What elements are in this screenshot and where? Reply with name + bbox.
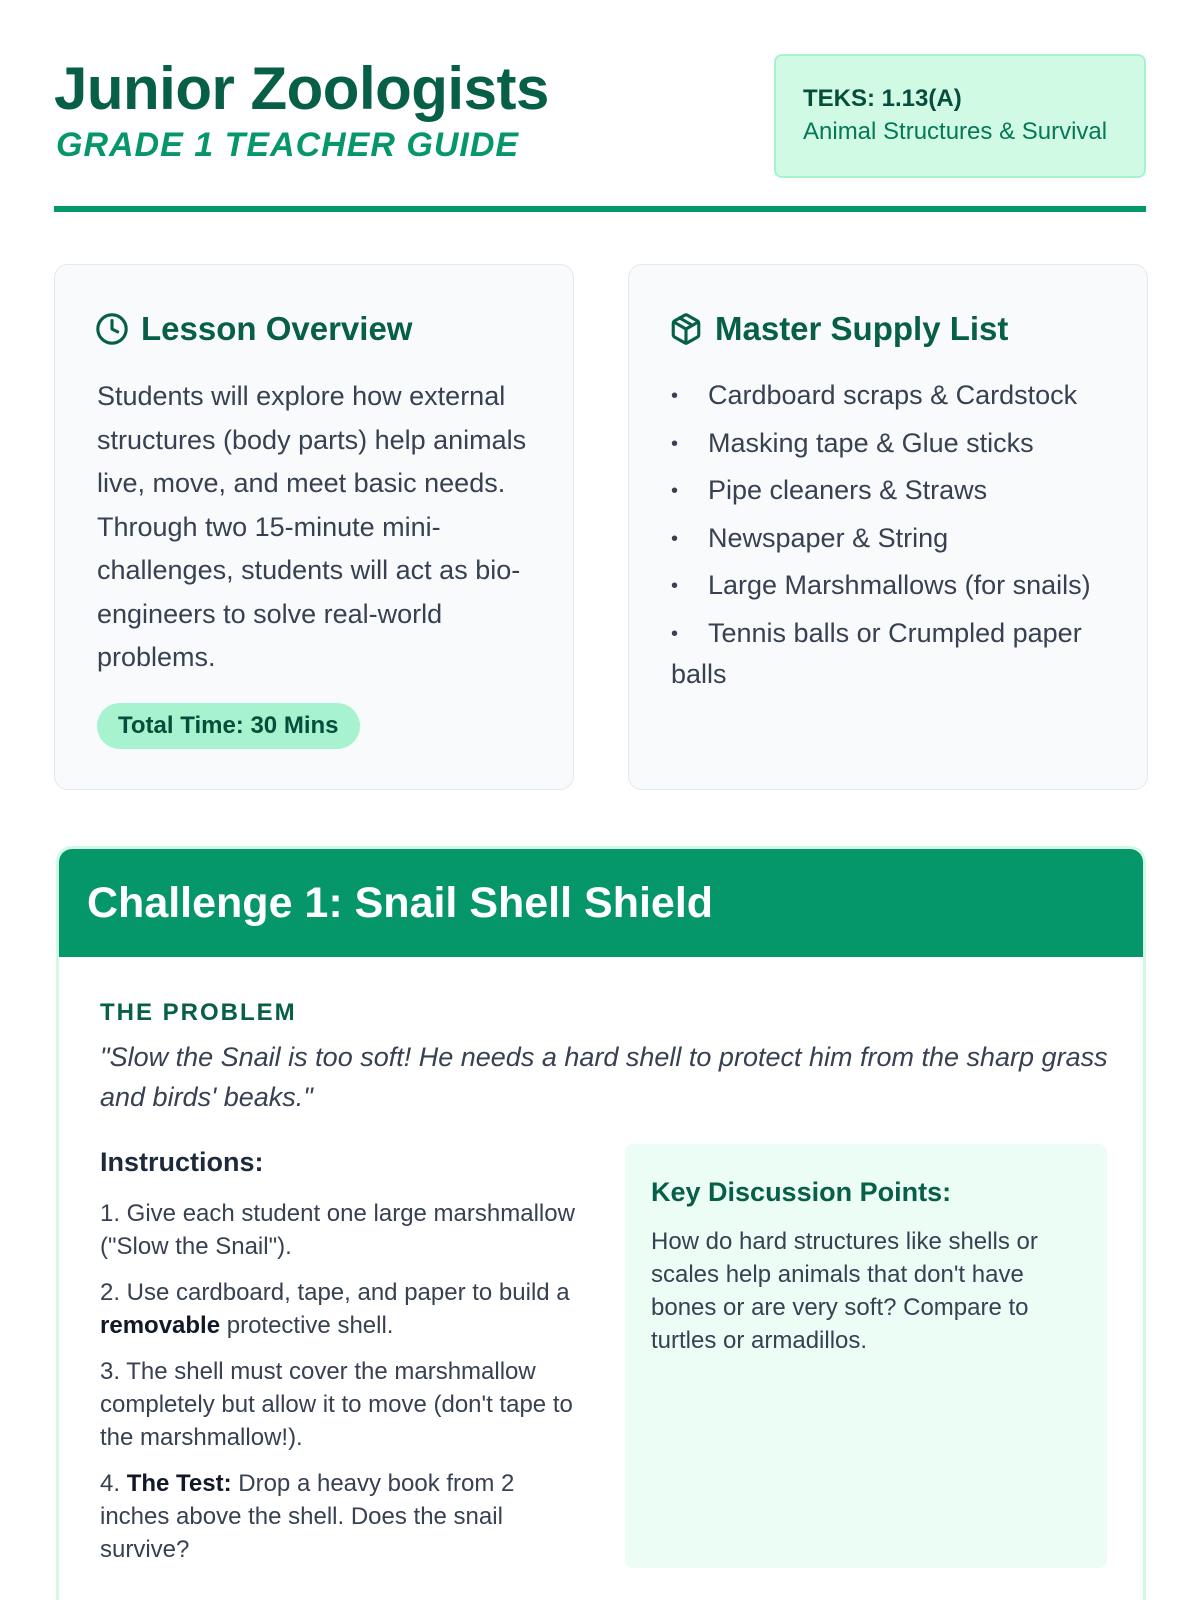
total-time-badge: Total Time: 30 Mins: [97, 703, 360, 749]
teks-description: Animal Structures & Survival: [803, 118, 1108, 145]
supply-list-title: Master Supply List: [715, 310, 1009, 347]
challenge-title: Challenge 1: Snail Shell Shield: [87, 879, 714, 927]
supply-list-header: [669, 307, 1008, 351]
discussion-box: [625, 1144, 1107, 1568]
lesson-overview-header: [95, 307, 412, 351]
instruction-step-4: 4. The Test: Drop a heavy book from 2 inches above the shell. Does the snail survive?: [100, 1470, 515, 1563]
page-title: Junior Zoologists: [54, 55, 549, 122]
supply-item: • Large Marshmallows (for snails): [671, 570, 1091, 600]
challenge-header: [59, 849, 1143, 957]
supply-item: • Newspaper & String: [671, 522, 949, 553]
page-subtitle: GRADE 1 TEACHER GUIDE: [56, 126, 520, 164]
lesson-overview-text: Students will explore how external structures (body parts) help animals live, move, and meet basic needs. Through two 15-minute mini-challenges, students will act as bio-engineers to solve real-world problems.: [97, 381, 527, 672]
challenge-1-section: [56, 846, 1146, 1600]
clock-icon: [95, 312, 129, 346]
teks-code: TEKS: 1.13(A): [803, 85, 962, 112]
supply-list: [671, 375, 1121, 700]
supply-item: • Tennis balls or Crumpled paper balls: [671, 617, 1082, 689]
page-header: [54, 54, 1146, 212]
discussion-title: Key Discussion Points:: [651, 1177, 952, 1207]
package-icon: [669, 312, 703, 346]
supply-list-card: [628, 264, 1148, 790]
lesson-overview-title: Lesson Overview: [141, 310, 413, 347]
teks-box: [774, 54, 1146, 178]
instruction-step-3: 3. The shell must cover the marshmallow completely but allow it to move (don't tape to the marshmallow!).: [100, 1358, 573, 1451]
supply-item: • Cardboard scraps & Cardstock: [671, 380, 1078, 410]
instruction-step-1: 1. Give each student one large marshmallow ("Slow the Snail").: [100, 1200, 575, 1260]
instruction-step-2: 2. Use cardboard, tape, and paper to build a removable protective shell.: [100, 1279, 570, 1339]
problem-label: THE PROBLEM: [100, 999, 297, 1026]
instructions-title: Instructions:: [100, 1147, 264, 1177]
lesson-overview-card: [54, 264, 574, 790]
supply-item: • Pipe cleaners & Straws: [671, 475, 988, 505]
instructions-list: [100, 1197, 580, 1579]
problem-quote: "Slow the Snail is too soft! He needs a hard shell to protect him from the sharp grass and birds' beaks.": [100, 1042, 1108, 1112]
supply-item: • Masking tape & Glue sticks: [671, 427, 1034, 458]
discussion-text: How do hard structures like shells or scales help animals that don't have bones or are very soft? Compare to turtles or armadillos.: [651, 1228, 1038, 1354]
